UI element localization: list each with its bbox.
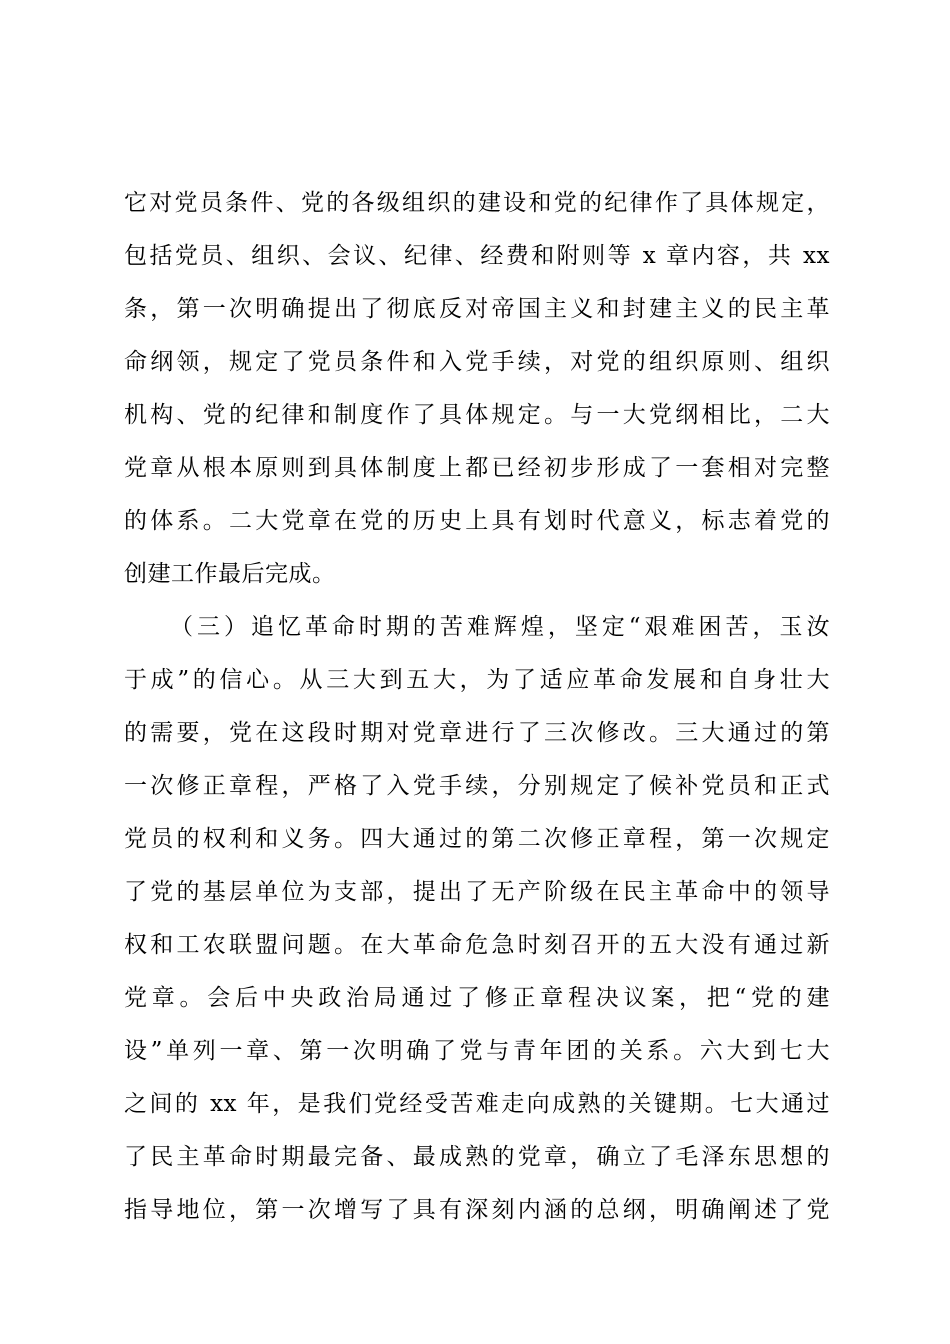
- paragraph-2-line-11: 了民主革命时期最完备、最成熟的党章，确立了毛泽东思想的: [124, 1144, 830, 1170]
- paragraph-1-line-4: 命纲领，规定了党员条件和入党手续，对党的组织原则、组织: [124, 349, 830, 375]
- paragraph-1-line-1: 它对党员条件、党的各级组织的建设和党的纪律作了具体规定，: [124, 190, 830, 216]
- paragraph-1-line-3: 条，第一次明确提出了彻底反对帝国主义和封建主义的民主革: [124, 296, 830, 322]
- paragraph-2-line-12: 指导地位，第一次增写了具有深刻内涵的总纲，明确阐述了党: [124, 1197, 830, 1223]
- paragraph-1-line-7: 的体系。二大党章在党的历史上具有划时代意义，标志着党的: [124, 508, 830, 534]
- paragraph-2-line-2: 于成”的信心。从三大到五大，为了适应革命发展和自身壮大: [124, 667, 830, 693]
- paragraph-2-line-8: 党章。会后中央政治局通过了修正章程决议案，把“党的建: [124, 985, 830, 1011]
- paragraph-2-line-10: 之间的 xx 年，是我们党经受苦难走向成熟的关键期。七大通过: [124, 1091, 830, 1117]
- paragraph-1-line-2: 包括党员、组织、会议、纪律、经费和附则等 x 章内容，共 xx: [124, 243, 830, 269]
- paragraph-2-line-3: 的需要，党在这段时期对党章进行了三次修改。三大通过的第: [124, 720, 830, 746]
- paragraph-2-line-6: 了党的基层单位为支部，提出了无产阶级在民主革命中的领导: [124, 879, 830, 905]
- paragraph-2-line-1: （三）追忆革命时期的苦难辉煌，坚定“艰难困苦，玉汝: [170, 614, 830, 640]
- paragraph-1-line-6: 党章从根本原则到具体制度上都已经初步形成了一套相对完整: [124, 455, 830, 481]
- paragraph-2-line-9: 设”单列一章、第一次明确了党与青年团的关系。六大到七大: [124, 1038, 830, 1064]
- paragraph-2-line-5: 党员的权利和义务。四大通过的第二次修正章程，第一次规定: [124, 826, 830, 852]
- paragraph-1-line-8: 创建工作最后完成。: [124, 561, 336, 587]
- paragraph-2-line-7: 权和工农联盟问题。在大革命危急时刻召开的五大没有通过新: [124, 932, 830, 958]
- paragraph-2-line-4: 一次修正章程，严格了入党手续，分别规定了候补党员和正式: [124, 773, 830, 799]
- paragraph-1-line-5: 机构、党的纪律和制度作了具体规定。与一大党纲相比，二大: [124, 402, 830, 428]
